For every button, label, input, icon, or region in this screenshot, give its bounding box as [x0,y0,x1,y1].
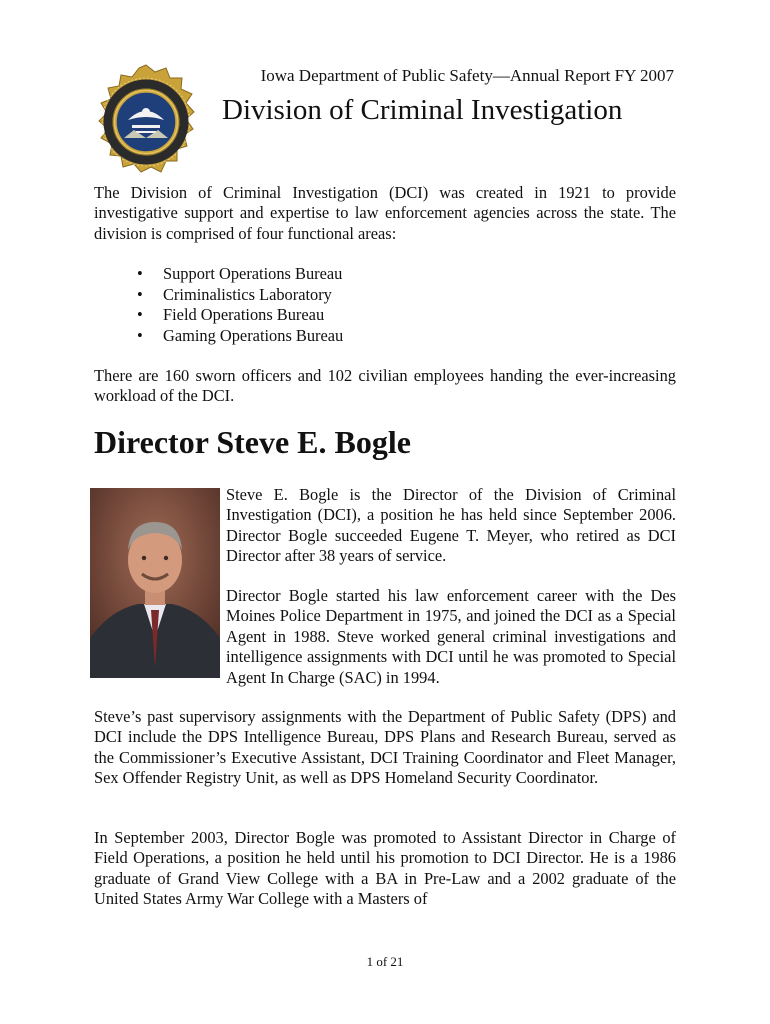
list-item [137,326,343,347]
director-heading: Director Steve E. Bogle [94,424,411,460]
promotion-paragraph: In September 2003, Director Bogle was promoted to Assistant Director in Charge of Field Operations, a position he held until his promotion to DCI Director. He is a 1986 graduate of Grand View College with a BA in Pre-Law and a 2002 graduate of the United States Army War College with a Masters of [94,828,676,909]
list-item [137,264,343,285]
bullet-icon: • [137,305,143,325]
bullet-icon: • [137,264,143,283]
bullet-icon: • [137,325,143,345]
list-item-label: Field Operations Bureau [163,305,325,325]
director-portrait-icon [90,488,220,678]
report-title-line: Iowa Department of Public Safety—Annual Report FY 2007 [260,66,674,85]
page-number: 1 of 21 [366,954,404,969]
intro-paragraph: The Division of Criminal Investigation (DCI) was created in 1921 to provide investigative support and expertise to law enforcement agencies across the state. The division is comprised of four functional areas: [94,183,676,243]
division-title: Division of Criminal Investigation [222,94,623,126]
list-item-label: Criminalistics Laboratory [163,284,332,304]
list-item-label: Support Operations Bureau [163,264,343,283]
list-item [137,305,343,326]
list-item-label: Gaming Operations Bureau [163,325,344,345]
staffing-paragraph: There are 160 sworn officers and 102 civilian employees handing the ever-increasing workload of the DCI. [94,366,676,406]
director-bio-paragraph-2: Director Bogle started his law enforcement career with the Des Moines Police Department in 1975, and joined the DCI as a Special Agent in 1988. Steve worked general criminal investigations and intelligence assignments with DCI until he was promoted to Special Agent In Charge (SAC) in 1994. [226,586,676,687]
list-item [137,285,343,306]
dci-seal-icon [86,64,206,180]
bullet-icon: • [137,284,143,304]
functional-areas-list [137,264,343,346]
director-bio-paragraph-1: Steve E. Bogle is the Director of the Division of Criminal Investigation (DCI), a position he has held since September 2006. Director Bogle succeeded Eugene T. Meyer, who retired as DCI Director after 38 years of service. [226,485,676,566]
assignments-paragraph: Steve’s past supervisory assignments with the Department of Public Safety (DPS) and DCI include the DPS Intelligence Bureau, DPS Plans and Research Bureau, served as the Commissioner’s Executive Assistant, DCI Training Coordinator and Fleet Manager, Sex Offender Registry Unit, as well as DPS Homeland Security Coordinator. [94,707,676,788]
